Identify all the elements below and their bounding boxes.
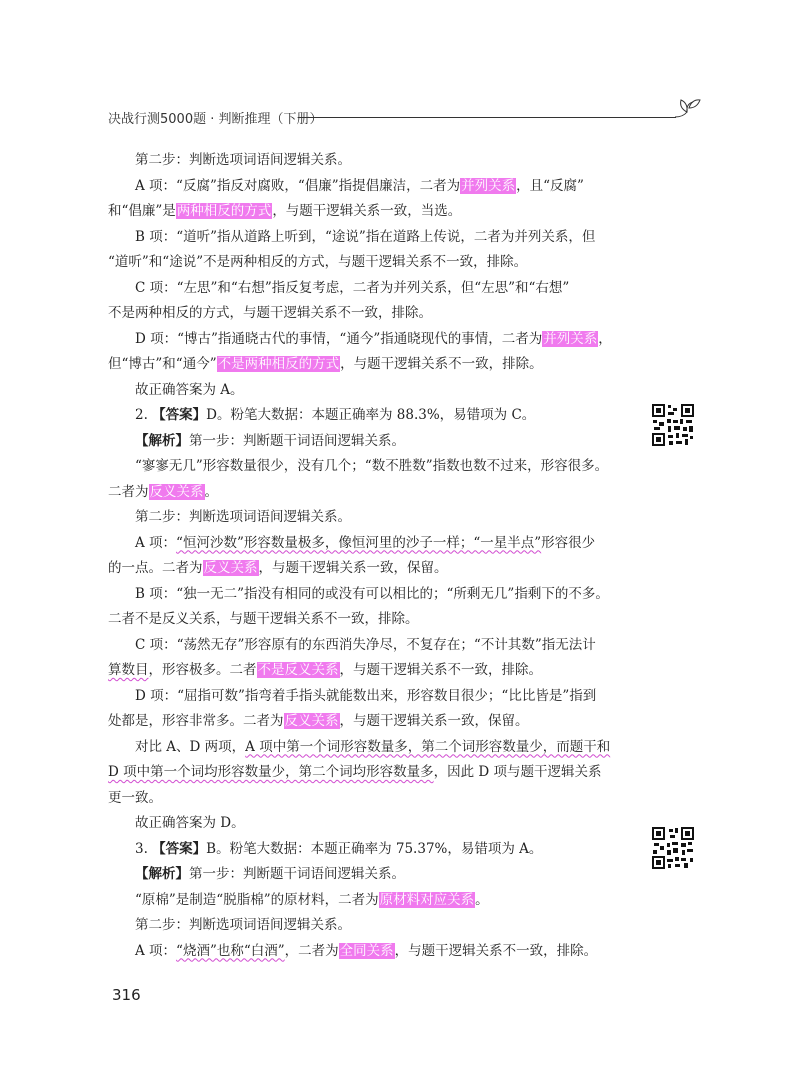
text-line bbox=[108, 633, 624, 659]
text-line bbox=[108, 735, 624, 761]
wavy-underlined-text: “恒河沙数”形容数量极多，像恒河里的沙子一样；“一星半点” bbox=[176, 534, 542, 551]
text-segment: D 项：“博古”指通晓古代的事情，“通今”指通晓现代的事情，二者为 bbox=[135, 330, 543, 347]
text-segment: 第二步：判断选项词语间逻辑关系。 bbox=[135, 152, 351, 168]
section-label: 【解析】 bbox=[135, 866, 189, 882]
text-line bbox=[108, 684, 624, 710]
text-segment: A 项： bbox=[135, 942, 177, 959]
text-segment: ，与题干逻辑关系不一致，排除。 bbox=[394, 942, 598, 959]
text-segment: A 项：“反腐”指反对腐败，“倡廉”指提倡廉洁，二者为 bbox=[135, 177, 461, 194]
text-line bbox=[108, 225, 624, 251]
text-line bbox=[108, 658, 624, 684]
text-line bbox=[108, 913, 624, 939]
text-segment: 二者不是反义关系，与题干逻辑关系不一致，排除。 bbox=[108, 611, 419, 627]
text-segment: ，二者为 bbox=[284, 942, 339, 959]
text-segment: B 项：“道听”指从道路上听到，“途说”指在道路上传说，二者为并列关系，但 bbox=[135, 228, 596, 245]
text-segment: 的一点。二者为 bbox=[108, 560, 203, 576]
text-line bbox=[108, 301, 624, 327]
text-segment: ，因此 D 项与题干逻辑关系 bbox=[433, 764, 602, 780]
text-segment: “寥寥无几”形容数量很少，没有几个；“数不胜数”指数也数不过来，形容很多。 bbox=[135, 458, 609, 474]
text-segment: C 项：“左思”和“右想”指反复考虑，二者为并列关系，但“左思”和“右想” bbox=[135, 279, 570, 296]
wavy-underlined-text: A 项中第一个词形容数量多，第二个词形容数量少，而题干和 bbox=[245, 738, 611, 755]
text-line bbox=[108, 276, 624, 302]
text-line bbox=[108, 174, 624, 200]
book-title: 决战行测5000题 · 判断推理（下册） bbox=[108, 112, 323, 127]
text-segment: 二者为 bbox=[108, 483, 149, 500]
text-segment: “原棉”是制造“脱脂棉”的原材料，二者为 bbox=[135, 891, 379, 908]
text-line bbox=[108, 352, 624, 378]
text-line bbox=[108, 837, 624, 863]
text-segment: 不是两种相反的方式，与题干逻辑关系不一致，排除。 bbox=[108, 305, 432, 321]
text-segment: 故正确答案为 D。 bbox=[135, 815, 245, 831]
text-line bbox=[108, 531, 624, 557]
text-segment: 第二步：判断选项词语间逻辑关系。 bbox=[135, 509, 351, 525]
text-line bbox=[108, 760, 624, 786]
wavy-underlined-text: “烧酒”也称“白酒” bbox=[176, 942, 285, 959]
text-segment: B 项：“独一无二”指没有相同的或没有可以相比的；“所剩无几”指剩下的不多。 bbox=[135, 585, 609, 602]
text-line bbox=[108, 148, 624, 174]
page-body bbox=[108, 148, 624, 964]
text-segment: 第二步：判断选项词语间逻辑关系。 bbox=[135, 917, 351, 933]
text-segment: D 项：“屈指可数”指弯着手指头就能数出来，形容数目很少；“比比皆是”指到 bbox=[135, 687, 597, 704]
text-segment: ，与题干逻辑关系一致，当选。 bbox=[272, 203, 462, 219]
text-line bbox=[108, 582, 624, 608]
sprout-icon bbox=[673, 94, 703, 122]
text-line bbox=[108, 480, 624, 506]
text-line bbox=[108, 378, 624, 404]
text-line bbox=[108, 888, 624, 914]
text-line bbox=[108, 250, 624, 276]
text-segment: 2. bbox=[135, 407, 153, 423]
running-header bbox=[108, 100, 700, 140]
highlighted-term: 反义关系 bbox=[284, 713, 339, 729]
highlighted-term: 不是两种相反的方式 bbox=[217, 356, 340, 372]
text-line bbox=[108, 607, 624, 633]
text-segment: 更一致。 bbox=[108, 789, 162, 806]
page-number: 316 bbox=[112, 986, 141, 1004]
wavy-underlined-text: D 项中第一个词均形容数量少，第二个词均形容数量多 bbox=[108, 764, 434, 780]
text-line bbox=[108, 199, 624, 225]
text-segment: ，与题干逻辑关系不一致，排除。 bbox=[340, 356, 543, 372]
header-rule bbox=[298, 117, 676, 118]
text-line bbox=[108, 862, 624, 888]
wavy-underlined-text: 算数目 bbox=[108, 662, 149, 678]
text-segment: ，与题干逻辑关系一致，保留。 bbox=[339, 713, 529, 729]
text-segment: 。 bbox=[475, 891, 489, 908]
text-segment: 形容很少 bbox=[541, 534, 596, 551]
text-line bbox=[108, 454, 624, 480]
text-segment: 第一步：判断题干词语间逻辑关系。 bbox=[189, 866, 405, 882]
text-segment: ，与题干逻辑关系一致，保留。 bbox=[258, 560, 448, 576]
text-line bbox=[108, 786, 624, 812]
text-segment: 。 bbox=[204, 483, 218, 500]
text-line bbox=[108, 939, 624, 965]
text-segment: A 项： bbox=[135, 534, 177, 551]
highlighted-term: 两种相反的方式 bbox=[176, 203, 272, 219]
section-label: 【答案】 bbox=[152, 840, 207, 857]
text-segment: B。粉笔大数据：本题正确率为 75.37%，易错项为 A。 bbox=[206, 840, 543, 857]
text-segment: ，形容极多。二者 bbox=[148, 662, 257, 678]
qr-code-icon[interactable] bbox=[651, 826, 695, 870]
text-line bbox=[108, 709, 624, 735]
text-line bbox=[108, 429, 624, 455]
text-line bbox=[108, 327, 624, 353]
text-line bbox=[108, 556, 624, 582]
section-label: 【答案】 bbox=[152, 407, 207, 423]
text-segment: 3. bbox=[135, 840, 153, 857]
text-segment: C 项：“荡然无存”形容原有的东西消失净尽，不复存在；“不计其数”指无法计 bbox=[135, 636, 596, 653]
text-segment: 故正确答案为 A。 bbox=[135, 381, 244, 398]
text-line bbox=[108, 811, 624, 837]
highlighted-term: 反义关系 bbox=[149, 483, 204, 500]
qr-code-icon[interactable] bbox=[651, 403, 695, 447]
text-segment: “道听”和“途说”不是两种相反的方式，与题干逻辑关系不一致，排除。 bbox=[108, 254, 528, 270]
text-segment: 对比 A、D 两项， bbox=[135, 738, 246, 755]
text-segment: 处都是，形容非常多。二者为 bbox=[108, 713, 284, 729]
highlighted-term: 全同关系 bbox=[339, 942, 394, 959]
section-label: 【解析】 bbox=[135, 432, 189, 449]
highlighted-term: 反义关系 bbox=[203, 560, 258, 576]
text-segment: 但“博古”和“通今” bbox=[108, 356, 217, 372]
text-segment: ，且“反腐” bbox=[516, 177, 584, 194]
highlighted-term: 并列关系 bbox=[543, 330, 598, 347]
text-segment: 第一步：判断题干词语间逻辑关系。 bbox=[189, 432, 405, 449]
highlighted-term: 不是反义关系 bbox=[257, 662, 339, 678]
highlighted-term: 并列关系 bbox=[461, 177, 516, 194]
text-line bbox=[108, 505, 624, 531]
highlighted-term: 原材料对应关系 bbox=[379, 891, 475, 908]
text-segment: ，与题干逻辑关系不一致，排除。 bbox=[339, 662, 542, 678]
text-segment: ， bbox=[598, 330, 612, 347]
text-line bbox=[108, 403, 624, 429]
text-segment: 和“倡廉”是 bbox=[108, 203, 176, 219]
text-segment: D。粉笔大数据：本题正确率为 88.3%，易错项为 C。 bbox=[206, 407, 536, 423]
